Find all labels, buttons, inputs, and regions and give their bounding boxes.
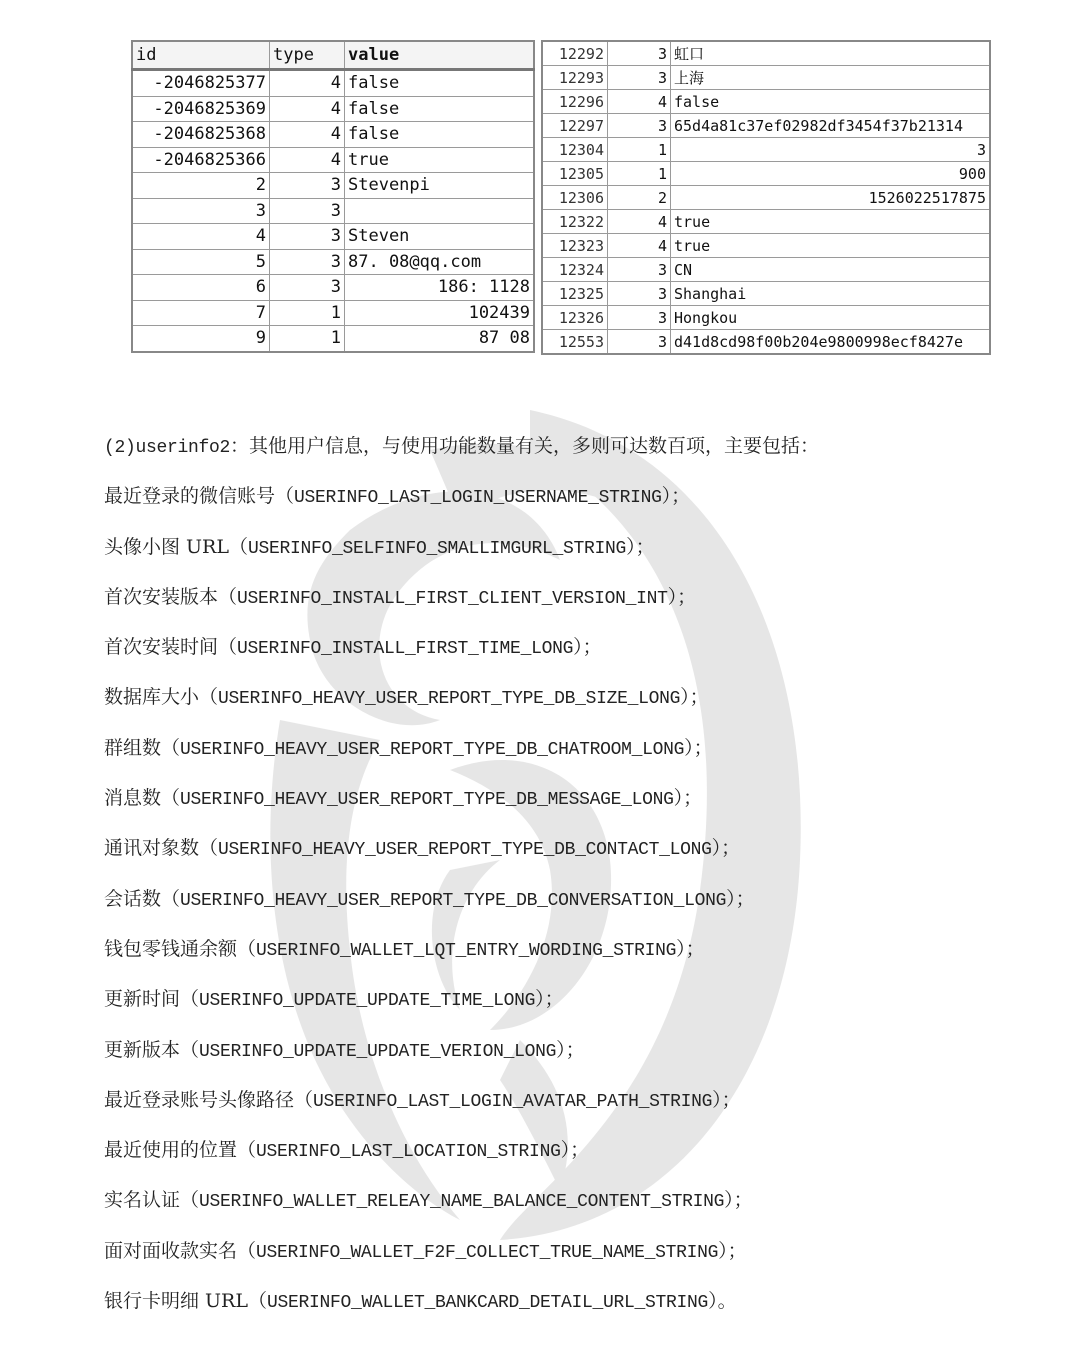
table-row bbox=[542, 90, 990, 114]
table-row bbox=[542, 186, 990, 210]
cell-value: false bbox=[345, 122, 535, 148]
cell-id: 12324 bbox=[542, 258, 608, 282]
list-item bbox=[104, 780, 1004, 830]
document-body bbox=[104, 428, 1004, 1333]
item-label: 群组数（ bbox=[104, 736, 181, 759]
item-code: USERINFO_WALLET_F2F_COLLECT_TRUE_NAME_STRING bbox=[256, 1242, 719, 1263]
item-code: USERINFO_HEAVY_USER_REPORT_TYPE_DB_CHATROOM_LONG bbox=[180, 739, 685, 760]
cell-type: 3 bbox=[270, 224, 345, 250]
item-code: USERINFO_HEAVY_USER_REPORT_TYPE_DB_CONVERSATION_LONG bbox=[180, 890, 727, 911]
item-label: 更新版本（ bbox=[104, 1038, 200, 1061]
column-header-type: type bbox=[270, 41, 345, 70]
cell-id: 12323 bbox=[542, 234, 608, 258]
cell-id: 12296 bbox=[542, 90, 608, 114]
cell-value: 65d4a81c37ef02982df3454f37b21314 bbox=[671, 114, 991, 138]
cell-id: 12304 bbox=[542, 138, 608, 162]
list-item bbox=[104, 730, 1004, 780]
table-row bbox=[132, 122, 534, 148]
cell-type: 3 bbox=[270, 173, 345, 199]
item-label: 最近登录账号头像路径（ bbox=[104, 1088, 314, 1111]
column-header-id: id bbox=[132, 41, 270, 70]
cell-value bbox=[345, 198, 535, 224]
list-item bbox=[104, 1032, 1004, 1082]
item-end: ）； bbox=[535, 988, 564, 1011]
table-row bbox=[542, 162, 990, 186]
cell-id: 12305 bbox=[542, 162, 608, 186]
cell-id: 12306 bbox=[542, 186, 608, 210]
table-row bbox=[542, 41, 990, 66]
cell-type: 4 bbox=[608, 90, 671, 114]
item-label: 最近使用的位置（ bbox=[104, 1139, 257, 1162]
list-item bbox=[104, 1132, 1004, 1182]
table-row bbox=[542, 306, 990, 330]
list-item bbox=[104, 931, 1004, 981]
item-code: USERINFO_INSTALL_FIRST_CLIENT_VERSION_INT bbox=[237, 588, 668, 609]
item-end: ）； bbox=[718, 1239, 747, 1262]
item-code: USERINFO_WALLET_BANKCARD_DETAIL_URL_STRING bbox=[266, 1293, 709, 1314]
item-label: 更新时间（ bbox=[104, 988, 200, 1011]
item-code: USERINFO_INSTALL_FIRST_TIME_LONG bbox=[237, 639, 574, 660]
list-item bbox=[104, 679, 1004, 729]
cell-id: 4 bbox=[132, 224, 270, 250]
intro-text: ：其他用户信息，与使用功能数量有关，多则可达数百项，主要包括： bbox=[230, 435, 820, 457]
cell-type: 4 bbox=[270, 147, 345, 173]
table-row bbox=[132, 198, 534, 224]
item-code: USERINFO_UPDATE_UPDATE_TIME_LONG bbox=[199, 991, 536, 1012]
item-end: ）； bbox=[667, 585, 697, 608]
item-label: 最近登录的微信账号（ bbox=[104, 485, 295, 508]
cell-type: 3 bbox=[608, 282, 671, 306]
item-label: 实名认证（ bbox=[104, 1189, 200, 1212]
list-item bbox=[104, 1082, 1004, 1132]
cell-id: 12292 bbox=[542, 41, 608, 66]
item-end: ）； bbox=[661, 485, 691, 508]
cell-id: 12326 bbox=[542, 306, 608, 330]
list-item bbox=[104, 629, 1004, 679]
table-row bbox=[132, 147, 534, 173]
cell-value: 虹口 bbox=[671, 41, 991, 66]
cell-value: Stevenpi bbox=[345, 173, 535, 199]
item-label: 银行卡明细 URL（ bbox=[104, 1290, 267, 1313]
cell-value: Steven bbox=[345, 224, 535, 250]
cell-type: 1 bbox=[270, 326, 345, 352]
cell-type: 3 bbox=[608, 41, 671, 66]
cell-value: true bbox=[345, 147, 535, 173]
item-label: 消息数（ bbox=[104, 787, 181, 810]
list-item bbox=[104, 579, 1004, 629]
item-end: ）； bbox=[560, 1139, 590, 1162]
item-end: ）； bbox=[626, 535, 655, 558]
cell-id: -2046825366 bbox=[132, 147, 270, 173]
cell-value: false bbox=[345, 96, 535, 122]
table-row bbox=[542, 258, 990, 282]
cell-type: 3 bbox=[270, 249, 345, 275]
cell-id: 12553 bbox=[542, 330, 608, 355]
cell-value: 186: 1128 bbox=[345, 275, 535, 301]
cell-type: 1 bbox=[608, 162, 671, 186]
item-end: ）； bbox=[680, 686, 709, 709]
item-end: ）； bbox=[711, 837, 741, 860]
cell-type: 4 bbox=[270, 122, 345, 148]
table-row bbox=[542, 234, 990, 258]
table-row bbox=[132, 326, 534, 352]
item-end: ）； bbox=[684, 736, 713, 759]
cell-value: CN bbox=[671, 258, 991, 282]
cell-type: 3 bbox=[608, 330, 671, 355]
list-item bbox=[104, 881, 1004, 931]
table-row bbox=[132, 173, 534, 199]
item-label: 数据库大小（ bbox=[104, 686, 219, 709]
item-label: 钱包零钱通余额（ bbox=[104, 937, 257, 960]
item-label: 会话数（ bbox=[104, 887, 181, 910]
intro-line bbox=[104, 428, 1004, 478]
cell-type: 1 bbox=[608, 138, 671, 162]
cell-value: 87. 08@qq.com bbox=[345, 249, 535, 275]
cell-type: 3 bbox=[608, 306, 671, 330]
item-code: USERINFO_UPDATE_UPDATE_VERION_LONG bbox=[199, 1041, 557, 1062]
cell-id: 12293 bbox=[542, 66, 608, 90]
cell-type: 4 bbox=[608, 234, 671, 258]
column-header-value: value bbox=[345, 41, 535, 70]
cell-value: false bbox=[671, 90, 991, 114]
cell-type: 4 bbox=[270, 70, 345, 97]
item-code: USERINFO_LAST_LOGIN_USERNAME_STRING bbox=[294, 488, 662, 509]
cell-type: 4 bbox=[270, 96, 345, 122]
item-code: USERINFO_HEAVY_USER_REPORT_TYPE_DB_CONTACT_LONG bbox=[218, 840, 712, 861]
list-item bbox=[104, 1233, 1004, 1283]
list-item bbox=[104, 1182, 1004, 1232]
list-item bbox=[104, 1283, 1004, 1333]
cell-type: 3 bbox=[270, 198, 345, 224]
item-label: 首次安装版本（ bbox=[104, 585, 238, 608]
table-row bbox=[542, 210, 990, 234]
cell-type: 3 bbox=[608, 114, 671, 138]
item-label: 首次安装时间（ bbox=[104, 636, 238, 659]
table-row bbox=[132, 249, 534, 275]
item-label: 面对面收款实名（ bbox=[104, 1239, 257, 1262]
cell-id: -2046825368 bbox=[132, 122, 270, 148]
cell-value: 102439 bbox=[345, 300, 535, 326]
item-end: ）； bbox=[673, 787, 703, 810]
item-end: ）。 bbox=[708, 1290, 737, 1313]
item-label: 头像小图 URL（ bbox=[104, 535, 248, 558]
cell-type: 2 bbox=[608, 186, 671, 210]
cell-type: 3 bbox=[608, 66, 671, 90]
cell-value: 上海 bbox=[671, 66, 991, 90]
item-code: USERINFO_WALLET_LQT_ENTRY_WORDING_STRING bbox=[256, 940, 677, 961]
item-end: ）； bbox=[726, 887, 755, 910]
table-row bbox=[542, 138, 990, 162]
cell-value: false bbox=[345, 70, 535, 97]
cell-id: 7 bbox=[132, 300, 270, 326]
list-item bbox=[104, 981, 1004, 1031]
cell-value: Shanghai bbox=[671, 282, 991, 306]
intro-code: (2)userinfo2 bbox=[104, 438, 231, 458]
right-data-table bbox=[541, 40, 991, 355]
cell-id: 9 bbox=[132, 326, 270, 352]
item-end: ）； bbox=[724, 1189, 753, 1212]
item-end: ）； bbox=[573, 636, 602, 659]
item-code: USERINFO_WALLET_RELEAY_NAME_BALANCE_CONTENT_STRING bbox=[199, 1192, 725, 1213]
cell-id: 3 bbox=[132, 198, 270, 224]
cell-value: d41d8cd98f00b204e9800998ecf8427e bbox=[671, 330, 991, 355]
item-code: USERINFO_SELFINFO_SMALLIMGURL_STRING bbox=[247, 538, 627, 559]
list-item bbox=[104, 830, 1004, 880]
table-row bbox=[132, 300, 534, 326]
item-end: ）； bbox=[556, 1038, 585, 1061]
item-code: USERINFO_LAST_LOCATION_STRING bbox=[256, 1142, 561, 1163]
item-end: ）； bbox=[712, 1088, 741, 1111]
item-code: USERINFO_HEAVY_USER_REPORT_TYPE_DB_MESSAGE_LONG bbox=[180, 790, 674, 811]
cell-type: 1 bbox=[270, 300, 345, 326]
cell-id: 12322 bbox=[542, 210, 608, 234]
left-data-table bbox=[131, 40, 535, 353]
cell-type: 4 bbox=[608, 210, 671, 234]
table-row bbox=[132, 70, 534, 97]
cell-value: true bbox=[671, 210, 991, 234]
cell-type: 3 bbox=[608, 258, 671, 282]
item-code: USERINFO_HEAVY_USER_REPORT_TYPE_DB_SIZE_LONG bbox=[218, 689, 681, 710]
cell-id: -2046825377 bbox=[132, 70, 270, 97]
item-end: ）； bbox=[676, 937, 705, 960]
cell-id: 5 bbox=[132, 249, 270, 275]
item-label: 通讯对象数（ bbox=[104, 837, 219, 860]
list-item bbox=[104, 529, 1004, 579]
table-row bbox=[542, 114, 990, 138]
cell-value: true bbox=[671, 234, 991, 258]
item-code: USERINFO_LAST_LOGIN_AVATAR_PATH_STRING bbox=[313, 1091, 713, 1112]
list-item bbox=[104, 478, 1004, 528]
cell-id: 6 bbox=[132, 275, 270, 301]
cell-value: Hongkou bbox=[671, 306, 991, 330]
cell-value: 900 bbox=[671, 162, 991, 186]
table-row bbox=[542, 330, 990, 355]
table-row bbox=[132, 275, 534, 301]
table-row bbox=[132, 224, 534, 250]
table-row bbox=[132, 96, 534, 122]
table-row bbox=[542, 282, 990, 306]
cell-id: 12325 bbox=[542, 282, 608, 306]
cell-value: 87 08 bbox=[345, 326, 535, 352]
cell-value: 3 bbox=[671, 138, 991, 162]
cell-id: 12297 bbox=[542, 114, 608, 138]
table-header-row bbox=[132, 41, 534, 70]
cell-id: 2 bbox=[132, 173, 270, 199]
cell-type: 3 bbox=[270, 275, 345, 301]
table-row bbox=[542, 66, 990, 90]
cell-value: 1526022517875 bbox=[671, 186, 991, 210]
cell-id: -2046825369 bbox=[132, 96, 270, 122]
